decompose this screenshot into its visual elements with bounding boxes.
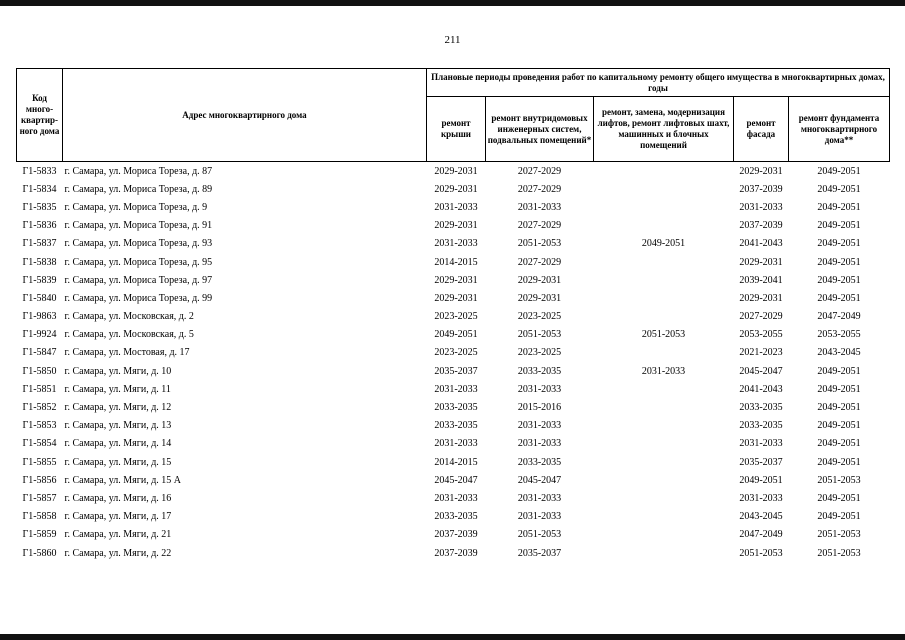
cell-address: г. Самара, ул. Мориса Тореза, д. 97 xyxy=(64,274,213,286)
cell-systems: 2035-2037 xyxy=(517,547,562,559)
cell-systems: 2029-2031 xyxy=(517,274,562,286)
cell-systems: 2015-2016 xyxy=(517,402,562,414)
cell-foundation: 2049-2051 xyxy=(817,183,861,195)
cell-roof: 2031-2033 xyxy=(434,438,478,450)
cell-lifts xyxy=(594,435,734,453)
cell-code: Г1-5852 xyxy=(22,402,57,414)
cell-foundation: 2049-2051 xyxy=(817,238,861,250)
cell-lifts xyxy=(594,253,734,271)
header-foundation: ремонт фундамента многоквартирного дома** xyxy=(789,97,890,162)
cell-foundation: 2051-2053 xyxy=(817,547,861,559)
cell-code: Г1-5835 xyxy=(22,201,57,213)
cell-foundation: 2049-2051 xyxy=(817,402,861,414)
header-systems: ремонт внутридомовых инженерных систем, подвальных помещений* xyxy=(486,97,594,162)
cell-code: Г1-5847 xyxy=(22,347,57,359)
cell-systems: 2029-2031 xyxy=(517,292,562,304)
cell-address: г. Самара, ул. Мориса Тореза, д. 91 xyxy=(64,220,213,232)
cell-foundation: 2049-2051 xyxy=(817,201,861,213)
table-row xyxy=(17,508,890,526)
cell-facade: 2029-2031 xyxy=(739,292,783,304)
cell-facade: 2033-2035 xyxy=(739,402,783,414)
table-row xyxy=(17,289,890,307)
cell-roof: 2029-2031 xyxy=(434,183,478,195)
cell-foundation: 2049-2051 xyxy=(817,220,861,232)
cell-roof: 2031-2033 xyxy=(434,238,478,250)
cell-code: Г1-5834 xyxy=(22,183,57,195)
cell-foundation: 2049-2051 xyxy=(817,456,861,468)
cell-foundation: 2049-2051 xyxy=(817,438,861,450)
cell-facade: 2053-2055 xyxy=(739,329,783,341)
header-code: Код много-квартир-ного дома xyxy=(17,69,63,162)
cell-foundation: 2049-2051 xyxy=(817,256,861,268)
cell-systems: 2045-2047 xyxy=(517,474,562,486)
cell-roof: 2049-2051 xyxy=(434,329,478,341)
cell-code: Г1-5838 xyxy=(22,256,57,268)
table-row xyxy=(17,453,890,471)
cell-address: г. Самара, ул. Мяги, д. 11 xyxy=(64,383,171,395)
cell-roof: 2014-2015 xyxy=(434,456,478,468)
cell-address: г. Самара, ул. Мориса Тореза, д. 95 xyxy=(64,256,213,268)
table-row xyxy=(17,526,890,544)
table-row xyxy=(17,180,890,198)
cell-systems: 2031-2033 xyxy=(517,383,562,395)
cell-roof: 2029-2031 xyxy=(434,220,478,232)
cell-systems: 2031-2033 xyxy=(517,420,562,432)
cell-facade: 2037-2039 xyxy=(739,183,783,195)
cell-systems: 2023-2025 xyxy=(517,347,562,359)
table-row xyxy=(17,362,890,380)
cell-facade: 2041-2043 xyxy=(739,238,783,250)
cell-systems: 2027-2029 xyxy=(517,220,562,232)
cell-lifts xyxy=(594,544,734,562)
table-row xyxy=(17,217,890,235)
page-number: 211 xyxy=(444,34,461,46)
cell-address: г. Самара, ул. Мориса Тореза, д. 9 xyxy=(64,201,208,213)
cell-facade: 2045-2047 xyxy=(739,365,783,377)
cell-lifts xyxy=(594,508,734,526)
cell-code: Г1-5850 xyxy=(22,365,57,377)
cell-roof: 2023-2025 xyxy=(434,311,478,323)
table-row xyxy=(17,271,890,289)
cell-systems: 2033-2035 xyxy=(517,365,562,377)
cell-code: Г1-5851 xyxy=(22,383,57,395)
cell-facade: 2049-2051 xyxy=(739,474,783,486)
cell-code: Г1-9924 xyxy=(22,329,57,341)
cell-roof: 2037-2039 xyxy=(434,547,478,559)
cell-lifts xyxy=(594,308,734,326)
cell-lifts xyxy=(594,417,734,435)
table-row xyxy=(17,544,890,562)
cell-lifts xyxy=(594,162,734,181)
cell-facade: 2037-2039 xyxy=(739,220,783,232)
cell-lifts xyxy=(594,453,734,471)
cell-facade: 2031-2033 xyxy=(739,492,783,504)
cell-code: Г1-5860 xyxy=(22,547,57,559)
cell-address: г. Самара, ул. Мориса Тореза, д. 89 xyxy=(64,183,213,195)
header-roof: ремонт крыши xyxy=(427,97,486,162)
table-row xyxy=(17,344,890,362)
capital-repair-table xyxy=(16,68,890,562)
cell-roof: 2014-2015 xyxy=(434,256,478,268)
cell-code: Г1-5837 xyxy=(22,238,57,250)
cell-facade: 2041-2043 xyxy=(739,383,783,395)
cell-facade: 2043-2045 xyxy=(739,511,783,523)
cell-code: Г1-5859 xyxy=(22,529,57,541)
cell-lifts xyxy=(594,398,734,416)
cell-lifts xyxy=(594,489,734,507)
cell-address: г. Самара, ул. Мориса Тореза, д. 93 xyxy=(64,238,213,250)
cell-code: Г1-5840 xyxy=(22,292,57,304)
cell-facade: 2029-2031 xyxy=(734,162,789,181)
header-lifts: ремонт, замена, модернизация лифтов, ремонт лифтовых шахт, машинных и блочных помещений xyxy=(594,97,734,162)
cell-foundation: 2049-2051 xyxy=(817,383,861,395)
cell-foundation: 2049-2051 xyxy=(817,274,861,286)
cell-code: Г1-5855 xyxy=(22,456,57,468)
cell-roof: 2029-2031 xyxy=(427,162,486,181)
cell-lifts xyxy=(594,271,734,289)
cell-facade: 2027-2029 xyxy=(739,311,783,323)
cell-lifts xyxy=(594,526,734,544)
cell-address: г. Самара, ул. Мяги, д. 10 xyxy=(64,365,172,377)
table-row xyxy=(17,326,890,344)
cell-roof: 2029-2031 xyxy=(434,274,478,286)
cell-address: г. Самара, ул. Мяги, д. 14 xyxy=(64,438,172,450)
cell-lifts: 2031-2033 xyxy=(641,365,686,377)
cell-systems: 2031-2033 xyxy=(517,511,562,523)
cell-address: г. Самара, ул. Мяги, д. 17 xyxy=(64,511,172,523)
cell-lifts xyxy=(594,344,734,362)
cell-address: г. Самара, ул. Мориса Тореза, д. 99 xyxy=(64,292,213,304)
cell-roof: 2035-2037 xyxy=(434,365,478,377)
cell-systems: 2027-2029 xyxy=(517,183,562,195)
top-scan-border xyxy=(0,0,905,6)
cell-address: г. Самара, ул. Мяги, д. 21 xyxy=(64,529,172,541)
cell-foundation: 2047-2049 xyxy=(817,311,861,323)
cell-lifts xyxy=(594,380,734,398)
cell-address: г. Самара, ул. Мяги, д. 12 xyxy=(64,402,172,414)
cell-code: Г1-5857 xyxy=(22,492,57,504)
cell-roof: 2031-2033 xyxy=(434,383,478,395)
bottom-scan-border xyxy=(0,634,905,640)
cell-code: Г1-5853 xyxy=(22,420,57,432)
cell-roof: 2031-2033 xyxy=(434,201,478,213)
table-row xyxy=(17,380,890,398)
cell-facade: 2031-2033 xyxy=(739,438,783,450)
cell-systems: 2031-2033 xyxy=(517,438,562,450)
cell-roof: 2033-2035 xyxy=(434,511,478,523)
cell-systems: 2031-2033 xyxy=(517,492,562,504)
cell-systems: 2027-2029 xyxy=(517,256,562,268)
cell-facade: 2051-2053 xyxy=(739,547,783,559)
header-facade: ремонт фасада xyxy=(734,97,789,162)
cell-address: г. Самара, ул. Московская, д. 2 xyxy=(64,311,194,323)
cell-facade: 2039-2041 xyxy=(739,274,783,286)
table-row xyxy=(17,398,890,416)
table-row xyxy=(17,471,890,489)
cell-facade: 2035-2037 xyxy=(739,456,783,468)
cell-facade: 2031-2033 xyxy=(739,201,783,213)
cell-code: Г1-5856 xyxy=(22,474,57,486)
cell-code: Г1-5854 xyxy=(22,438,57,450)
cell-foundation: 2051-2053 xyxy=(817,474,861,486)
cell-code: Г1-5836 xyxy=(22,220,57,232)
cell-address: г. Самара, ул. Мориса Тореза, д. 87 xyxy=(63,162,427,181)
table-row xyxy=(17,235,890,253)
cell-facade: 2029-2031 xyxy=(739,256,783,268)
table-row xyxy=(17,162,890,181)
cell-roof: 2045-2047 xyxy=(434,474,478,486)
cell-roof: 2031-2033 xyxy=(434,492,478,504)
cell-address: г. Самара, ул. Московская, д. 5 xyxy=(64,329,194,341)
cell-lifts xyxy=(594,217,734,235)
cell-code: Г1-5858 xyxy=(22,511,57,523)
cell-address: г. Самара, ул. Мяги, д. 22 xyxy=(64,547,172,559)
cell-lifts xyxy=(594,289,734,307)
cell-address: г. Самара, ул. Мяги, д. 15 xyxy=(64,456,172,468)
table-row xyxy=(17,435,890,453)
table-body xyxy=(17,162,890,563)
cell-code: Г1-5839 xyxy=(22,274,57,286)
cell-lifts: 2051-2053 xyxy=(641,329,686,341)
cell-lifts xyxy=(594,198,734,216)
table-row xyxy=(17,417,890,435)
cell-systems: 2031-2033 xyxy=(517,201,562,213)
cell-foundation: 2051-2053 xyxy=(817,529,861,541)
table-row xyxy=(17,308,890,326)
cell-address: г. Самара, ул. Мостовая, д. 17 xyxy=(64,347,190,359)
table-row xyxy=(17,253,890,271)
cell-facade: 2033-2035 xyxy=(739,420,783,432)
table-row xyxy=(17,489,890,507)
cell-address: г. Самара, ул. Мяги, д. 13 xyxy=(64,420,172,432)
cell-address: г. Самара, ул. Мяги, д. 15 А xyxy=(64,474,182,486)
cell-systems: 2051-2053 xyxy=(517,238,562,250)
cell-foundation: 2049-2051 xyxy=(817,511,861,523)
cell-roof: 2033-2035 xyxy=(434,402,478,414)
cell-roof: 2033-2035 xyxy=(434,420,478,432)
cell-systems: 2051-2053 xyxy=(517,329,562,341)
cell-lifts xyxy=(594,471,734,489)
cell-foundation: 2043-2045 xyxy=(817,347,861,359)
cell-lifts xyxy=(594,180,734,198)
cell-systems: 2023-2025 xyxy=(517,311,562,323)
cell-systems: 2027-2029 xyxy=(486,162,594,181)
cell-foundation: 2049-2051 xyxy=(789,162,890,181)
header-periods: Плановые периоды проведения работ по капитальному ремонту общего имущества в многоквартирных домах, годы xyxy=(427,69,890,97)
cell-code: Г1-9863 xyxy=(22,311,57,323)
cell-systems: 2033-2035 xyxy=(517,456,562,468)
cell-code: Г1-5833 xyxy=(17,162,63,181)
cell-facade: 2021-2023 xyxy=(739,347,783,359)
cell-address: г. Самара, ул. Мяги, д. 16 xyxy=(64,492,172,504)
cell-foundation: 2053-2055 xyxy=(817,329,861,341)
cell-foundation: 2049-2051 xyxy=(817,420,861,432)
cell-roof: 2037-2039 xyxy=(434,529,478,541)
cell-roof: 2023-2025 xyxy=(434,347,478,359)
cell-roof: 2029-2031 xyxy=(434,292,478,304)
header-address: Адрес многоквартирного дома xyxy=(63,69,427,162)
cell-systems: 2051-2053 xyxy=(517,529,562,541)
cell-foundation: 2049-2051 xyxy=(817,365,861,377)
cell-foundation: 2049-2051 xyxy=(817,292,861,304)
cell-lifts: 2049-2051 xyxy=(641,238,686,250)
cell-facade: 2047-2049 xyxy=(739,529,783,541)
cell-foundation: 2049-2051 xyxy=(817,492,861,504)
table-row xyxy=(17,198,890,216)
